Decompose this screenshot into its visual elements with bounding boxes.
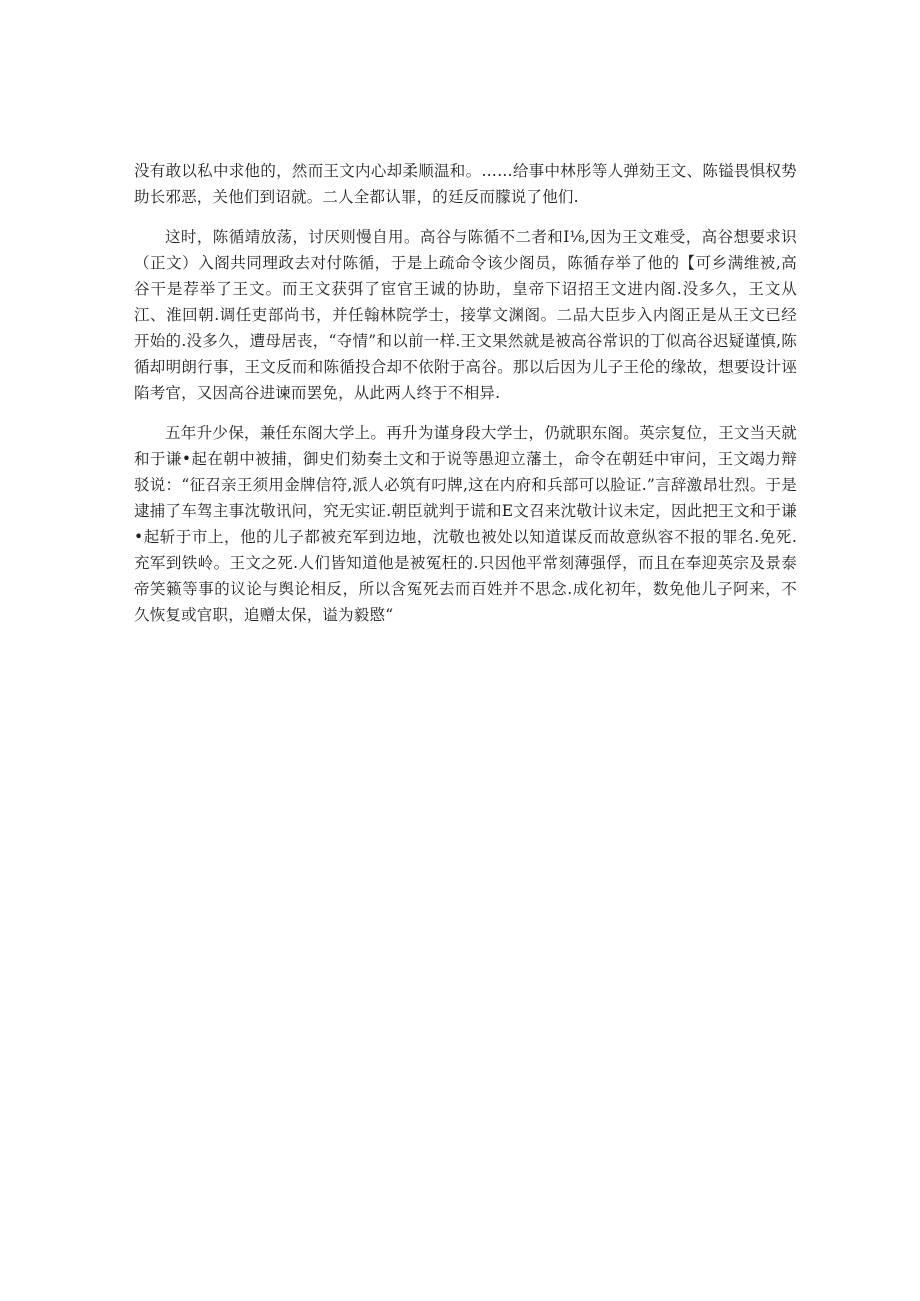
paragraph-1: 没有敢以私中求他的，然而王文内心却柔顺温和。……给事中林彤等人弹劾王文、陈镒畏惧权势助长邪恶，关他们到诏就。二人全都认罪，的廷反而朦说了他们. [134,162,797,206]
paragraph-2: 这时，陈循靖放荡，讨厌则慢自用。高谷与陈循不二者和I⅛,因为王文难受，高谷想要求识（正文）入阁共同理政去对付陈循，于是上疏命令该少阁员，陈循存举了他的【可乡满维被,高谷干是荐举了王文。而王文获弭了宦官王诚的协助，皇帝下诏招王文进内阁.没多久，王文从江、淮回朝.调任吏部尚书，并任翰林院学士，接掌文渊阁。二品大臣步入内阁正是从王文已经开始的.没多久，遭母居丧，“夺情”和以前一样.王文果然就是被高谷常识的丁似高谷迟疑谨慎,陈循却明朗行事，王文反而和陈循投合却不依附于高谷。那以后因为儿子王伦的缘故，想要设计诬陷考官，又因高谷进谏而罢免，从此两人终于不相异. [134,228,797,402]
document-body [134,158,797,628]
paragraph-3: 五年升少保，兼任东阁大学上。再升为谨身段大学士，仍就职东阁。英宗复位，王文当天就和于谦•起在朝中被捕，御史们劾奏土文和于说等愚迎立藩土，命令在朝廷中审问，王文竭力辩驳说：“征召亲王须用金牌信符,派人必筑有叼牌,这在内府和兵部可以脸证.”言辞激昂壮烈。于是逮捕了车驾主事沈敬讯问，究无实证.朝臣就判于谎和E文召来沈敬计议未定，因此把王文和于谦•起斩于市上，他的儿子都被充军到边地，沈敬也被处以知道谋反而故意纵容不报的罪名.免死.充军到铁岭。王文之死.人们皆知道他是被冤枉的.只因他平常刻薄强俘，而且在奉迎英宗及景泰帝笑籁等事的议论与舆论相反，所以含冤死去而百姓并不思念.成化初年，数免他儿子阿来，不久恢复或官职，追赠太保，谥为毅愍“ [134,424,797,624]
